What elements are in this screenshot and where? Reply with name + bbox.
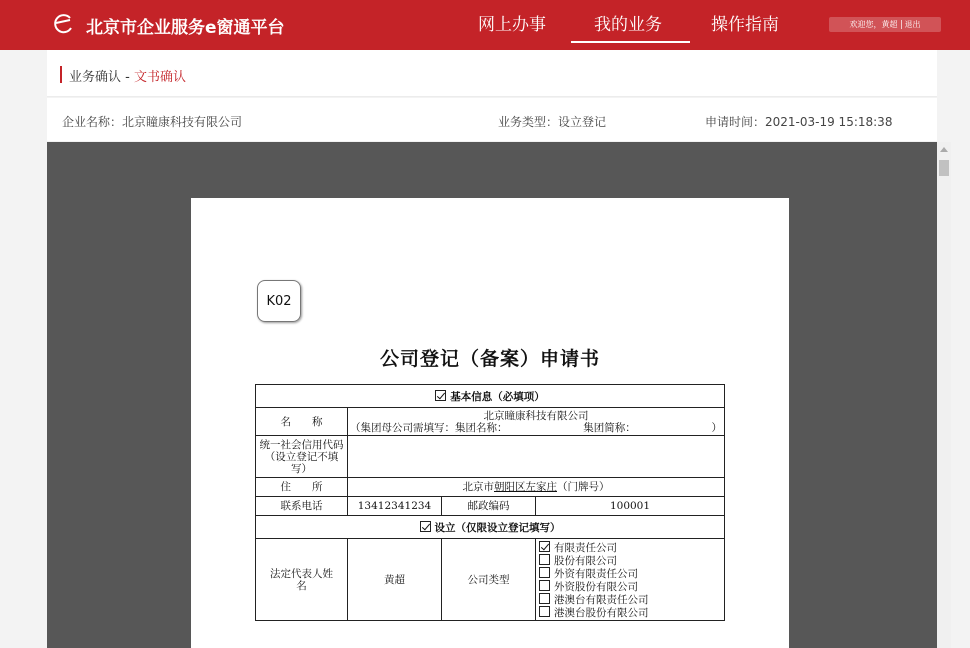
checkbox-icon <box>539 567 550 578</box>
group-short-label: 集团简称： <box>583 421 636 434</box>
breadcrumb <box>69 66 186 85</box>
credit-code-label: 统一社会信用代码（设立登记不填写） <box>256 436 348 478</box>
option-label: 港澳台有限责任公司 <box>554 593 649 606</box>
group-note-close: ） <box>711 421 722 434</box>
company-type-option <box>539 606 722 619</box>
address-district: 朝阳区左家庄 <box>494 481 557 493</box>
section-establish: 设立（仅限设立登记填写） <box>434 521 561 534</box>
apply-time-info: 申请时间：2021-03-19 15:18:38 <box>705 115 893 129</box>
brand-title[interactable]: 北京市企业服务e窗通平台 <box>86 18 285 38</box>
address-city: 北京市 <box>462 481 494 493</box>
breadcrumb-accent <box>60 66 62 83</box>
company-type-option <box>539 554 722 567</box>
option-label: 外资股份有限公司 <box>554 580 638 593</box>
welcome-text: 欢迎您，黄超 <box>849 20 898 29</box>
user-box <box>829 17 941 32</box>
business-info-panel <box>47 98 937 141</box>
group-note <box>350 422 722 434</box>
document-page <box>191 198 789 648</box>
group-name-label: （集团母公司需填写：集团名称： <box>350 421 508 434</box>
form-code-badge: K02 <box>257 280 301 322</box>
table-row <box>256 497 725 516</box>
postcode-value: 100001 <box>536 497 725 516</box>
nav-my-business[interactable]: 我的业务 <box>594 15 662 35</box>
checkbox-icon <box>539 580 550 591</box>
option-label: 有限责任公司 <box>554 541 617 554</box>
application-form-table <box>255 384 725 621</box>
address-label: 住 所 <box>256 478 348 497</box>
checkbox-checked-icon <box>435 390 446 401</box>
company-type-option <box>539 541 722 554</box>
e-logo-icon[interactable] <box>52 11 74 35</box>
company-name-info: 企业名称：北京瞳康科技有限公司 <box>62 115 243 129</box>
document-viewer[interactable] <box>47 142 937 648</box>
legal-rep-label: 法定代表人姓 名 <box>256 539 348 621</box>
company-type-option <box>539 593 722 606</box>
breadcrumb-parent: 业务确认 - <box>69 70 130 85</box>
scroll-thumb[interactable] <box>939 160 949 176</box>
address-value <box>348 478 725 497</box>
checkbox-icon <box>539 593 550 604</box>
phone-label: 联系电话 <box>256 497 348 516</box>
option-label: 股份有限公司 <box>554 554 617 567</box>
name-label: 名 称 <box>256 408 348 436</box>
divider <box>901 20 902 29</box>
checkbox-icon <box>539 554 550 565</box>
table-row <box>256 436 725 478</box>
nav-operation-guide[interactable]: 操作指南 <box>711 15 779 35</box>
top-navbar <box>0 0 970 50</box>
table-row <box>256 516 725 539</box>
company-type-options <box>536 539 725 621</box>
postcode-label: 邮政编码 <box>442 497 536 516</box>
option-label: 港澳台股份有限公司 <box>554 606 649 619</box>
breadcrumb-panel <box>47 50 937 97</box>
company-type-label: 公司类型 <box>442 539 536 621</box>
company-type-option <box>539 580 722 593</box>
table-row <box>256 478 725 497</box>
nav-online-services[interactable]: 网上办事 <box>478 15 546 35</box>
checkbox-checked-icon <box>420 521 431 532</box>
viewer-scrollbar[interactable] <box>937 142 951 648</box>
table-row <box>256 408 725 436</box>
scroll-up-arrow-icon[interactable] <box>940 147 948 152</box>
document-title: 公司登记（备案）申请书 <box>379 348 600 370</box>
section-basic-info: 基本信息（必填项） <box>450 390 545 403</box>
logout-link[interactable]: 退出 <box>904 20 921 29</box>
business-type-info: 业务类型：设立登记 <box>498 115 607 129</box>
company-name-value: 北京瞳康科技有限公司 <box>483 409 589 422</box>
address-suffix: （门牌号） <box>557 481 610 493</box>
table-row <box>256 385 725 408</box>
checkbox-icon <box>539 606 550 617</box>
legal-rep-value: 黄超 <box>348 539 442 621</box>
table-row <box>256 539 725 621</box>
breadcrumb-current: 文书确认 <box>133 70 186 85</box>
credit-code-value <box>348 436 725 478</box>
company-type-option <box>539 567 722 580</box>
checkbox-checked-icon <box>539 541 550 552</box>
phone-value: 13412341234 <box>348 497 442 516</box>
option-label: 外资有限责任公司 <box>554 567 638 580</box>
active-nav-indicator <box>571 41 690 43</box>
